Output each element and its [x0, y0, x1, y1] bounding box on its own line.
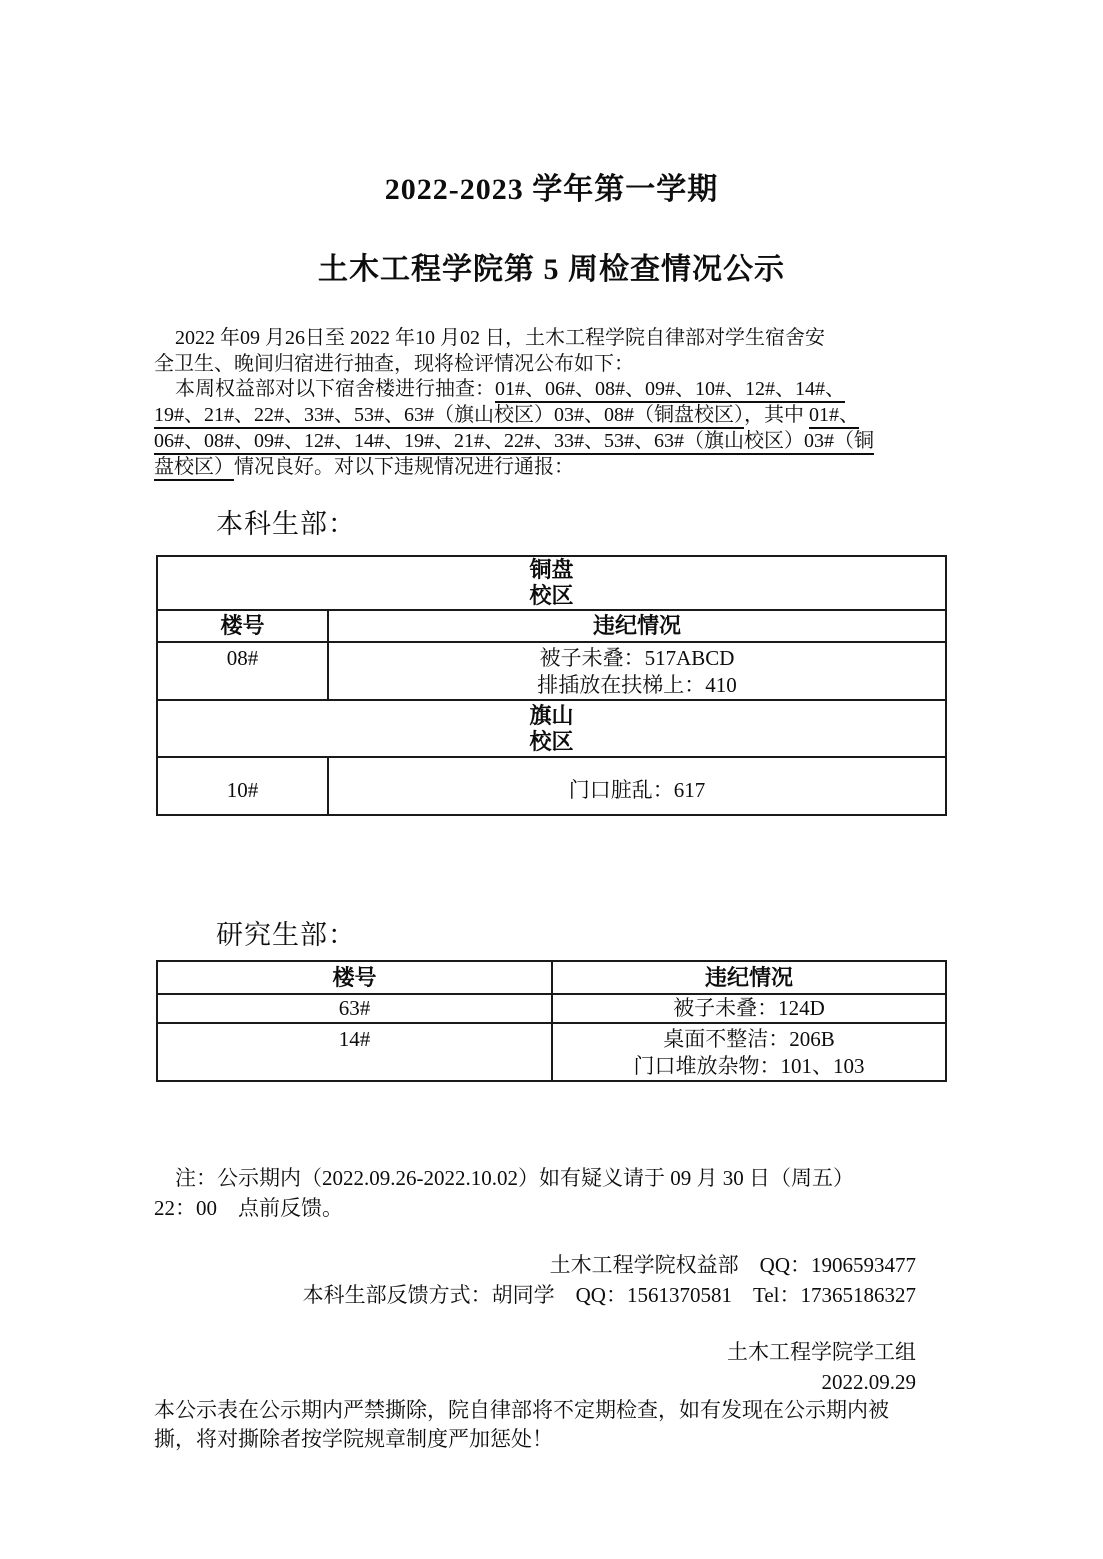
violation-cell: 门口脏乱：617: [328, 757, 946, 815]
intro-line-2: 全卫生、晚间归宿进行抽查，现将检评情况公布如下：: [154, 352, 634, 375]
building-list-underline-5: 盘校区）: [154, 456, 234, 481]
building-list-underline-1: 01#、06#、08#、09#、10#、12#、14#、: [495, 378, 845, 403]
inspection-line-1: [154, 377, 946, 403]
grad-section-label: 研究生部：: [216, 920, 356, 950]
title-subject: 土木工程学院第 5 周检查情况公示: [318, 253, 785, 286]
inspection-lead: 本周权益部对以下宿舍楼进行抽查：: [175, 378, 495, 401]
building-list-underline-2: 19#、21#、22#、33#、53#、63#（旗山校区）03#、08#（铜盘校区）: [154, 404, 744, 429]
campus-header-tongpan: [157, 556, 946, 610]
grad-table: [156, 960, 947, 1082]
campus-name: 旗山: [529, 702, 574, 728]
violation-line: 排插放在扶梯上：410: [537, 673, 737, 697]
table-row: [157, 757, 946, 815]
building-list-underline-3: 01#、: [809, 404, 859, 429]
inspection-line-2: [154, 403, 946, 429]
column-header-violation: 违纪情况: [552, 961, 946, 994]
undergrad-table: [156, 555, 947, 816]
building-cell: 10#: [157, 757, 328, 815]
column-header-building: 楼号: [157, 610, 328, 642]
footer-rights-line: 土木工程学院权益部 QQ：1906593477: [549, 1253, 916, 1277]
violation-line: 桌面不整洁：206B: [663, 1027, 835, 1051]
note-paragraph: [154, 1163, 946, 1223]
campus-header-qishan: [157, 700, 946, 757]
building-cell: 08#: [157, 642, 328, 700]
column-header-building: 楼号: [157, 961, 552, 994]
intro-line-1: 2022 年09 月26日至 2022 年10 月02 日，土木工程学院自律部对学生宿舍安: [175, 327, 825, 349]
warning-paragraph: [154, 1396, 946, 1453]
footer-contact-line: 本科生部反馈方式：胡同学 QQ：1561370581 Tel：17365186327: [302, 1283, 916, 1307]
inspection-line-4: [154, 455, 946, 481]
inspection-connector: ，其中: [744, 404, 809, 427]
inspection-line-3: [154, 429, 946, 455]
table-row: [157, 1023, 946, 1081]
campus-header-row-tongpan: [157, 556, 946, 610]
column-header-violation: 违纪情况: [328, 610, 946, 642]
violation-line: 被子未叠：517ABCD: [539, 646, 735, 670]
violation-line: 门口堆放杂物：101、103: [633, 1054, 865, 1078]
note-line-1: 注：公示期内（2022.09.26-2022.10.02）如有疑义请于 09 月 30 日（周五）: [175, 1166, 854, 1190]
campus-suffix: 校区: [529, 583, 574, 608]
table-row: [157, 994, 946, 1023]
footer-signature: 土木工程学院学工组: [727, 1340, 916, 1364]
body-paragraphs: [154, 326, 946, 480]
title-term: 2022-2023 学年第一学期: [384, 173, 719, 206]
building-cell: 14#: [157, 1023, 552, 1081]
column-header-row: [157, 961, 946, 994]
warning-line-2: 撕，将对撕除者按学院规章制度严加惩处！: [154, 1426, 553, 1451]
violation-cell: [552, 1023, 946, 1081]
note-line-2: 22：00 点前反馈。: [154, 1196, 343, 1220]
campus-name: 铜盘: [529, 557, 574, 582]
warning-line-1: 本公示表在公示期内严禁撕除，院自律部将不定期检查，如有发现在公示期内被: [154, 1398, 889, 1422]
inspection-tail: 情况良好。对以下违规情况进行通报：: [234, 455, 574, 478]
campus-header-row-qishan: [157, 700, 946, 757]
campus-suffix: 校区: [529, 728, 574, 754]
building-cell: 63#: [157, 994, 552, 1023]
undergrad-section-label: 本科生部：: [216, 509, 356, 539]
violation-cell: 被子未叠：124D: [552, 994, 946, 1023]
table-row: [157, 642, 946, 700]
building-list-underline-4: 06#、08#、09#、12#、14#、19#、21#、22#、33#、53#、63#（旗山校区）03#（铜: [154, 430, 874, 455]
violation-cell: [328, 642, 946, 700]
column-header-row: [157, 610, 946, 642]
footer-date: 2022.09.29: [821, 1370, 916, 1394]
